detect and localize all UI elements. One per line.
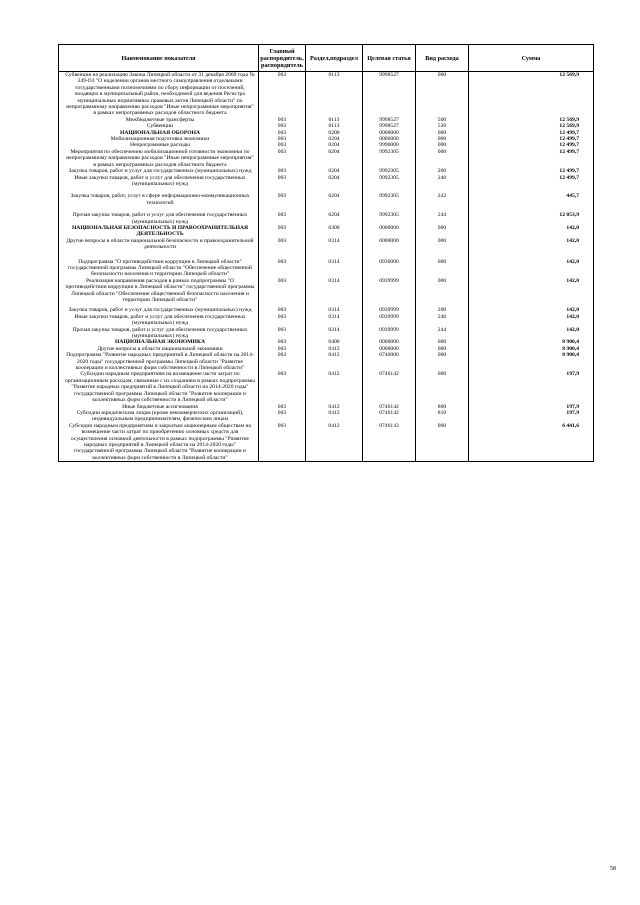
row-admin: 003 (259, 130, 306, 136)
row-target: 9990000 (363, 142, 416, 148)
row-sum: 12 569,9 (469, 72, 594, 117)
row-expense: 000 (416, 142, 469, 148)
table-row (59, 371, 594, 403)
row-expense: 000 (416, 251, 469, 278)
row-sum: 12 053,9 (469, 206, 594, 225)
row-sum: 142,0 (469, 303, 594, 313)
row-name: Реализация направления расходов в рамках подпрограммы "О противодействии коррупции в Липецкой области" государственной программы Липецкой области "Обеспечение общественной безопасности населения и территории Липецкой области" (59, 278, 259, 304)
row-admin: 003 (259, 352, 306, 371)
row-name: Субсидии народным предприятиям на возмещение части затрат по организационным расходам, связанные с их созданием в рамках подпрограммы "Развитие народных предприятий в Липецкой области на 2014-2020 годы" государственной программы Липецкой области "Развитие кооперации и коллективных форм собственности в Липецкой области" (59, 371, 259, 403)
row-admin: 003 (259, 404, 306, 410)
row-name: Прочая закупка товаров, работ и услуг для обеспечения государственных (муниципальных) нужд (59, 206, 259, 225)
row-expense: 000 (416, 346, 469, 352)
table-row (59, 251, 594, 278)
table-body (59, 72, 594, 462)
row-section: 0412 (306, 371, 363, 403)
header-target: Целевая статья (363, 45, 416, 72)
row-section: 0113 (306, 72, 363, 117)
row-section: 0113 (306, 117, 363, 123)
row-section: 0412 (306, 352, 363, 371)
row-target: 0746142 (363, 404, 416, 410)
row-sum: 12 499,7 (469, 175, 594, 188)
table-row (59, 187, 594, 206)
header-expense: Вид расхода (416, 45, 469, 72)
row-target: 0000000 (363, 238, 416, 251)
row-target: 0746142 (363, 371, 416, 403)
row-section: 0204 (306, 175, 363, 188)
row-sum: 197,9 (469, 404, 594, 410)
page-number: 58 (610, 866, 616, 872)
row-admin: 003 (259, 303, 306, 313)
table-header-row (59, 45, 594, 72)
row-admin: 003 (259, 278, 306, 304)
row-section: 0314 (306, 251, 363, 278)
table-row (59, 303, 594, 313)
row-target: 9998527 (363, 117, 416, 123)
row-admin: 003 (259, 136, 306, 142)
row-name: Подпрограмма "Развитие народных предприятий в Липецкой области на 2014-2020 годы" государственной программы Липецкой области "Развитие кооперации и коллективных форм собственности в Липецкой области" (59, 352, 259, 371)
row-admin: 003 (259, 238, 306, 251)
row-name: Межбюджетные трансферты (59, 117, 259, 123)
row-sum: 8 900,4 (469, 339, 594, 345)
row-sum: 142,0 (469, 225, 594, 238)
row-admin: 003 (259, 72, 306, 117)
row-expense: 000 (416, 136, 469, 142)
row-target: 0000000 (363, 130, 416, 136)
row-sum: 8 900,4 (469, 346, 594, 352)
header-section: Раздел,подраздел (306, 45, 363, 72)
row-target: 9992305 (363, 206, 416, 225)
row-sum: 6 441,6 (469, 423, 594, 462)
row-expense: 000 (416, 423, 469, 462)
row-name: Прочая закупка товаров, работ и услуг для обеспечения государственных (муниципальных) нужд (59, 327, 259, 340)
budget-table (58, 44, 594, 462)
row-name: Иные закупки товаров, работ и услуг для обеспечения государственных (муниципальных) нужд (59, 175, 259, 188)
row-admin: 003 (259, 410, 306, 423)
row-expense: 200 (416, 303, 469, 313)
row-expense: 000 (416, 225, 469, 238)
row-section: 0300 (306, 225, 363, 238)
row-name: Непрограммные расходы (59, 142, 259, 148)
row-section: 0412 (306, 423, 363, 462)
row-name: Субвенции (59, 123, 259, 129)
table-row (59, 225, 594, 238)
row-section: 0204 (306, 168, 363, 174)
row-sum: 142,0 (469, 251, 594, 278)
row-target: 9992305 (363, 168, 416, 174)
row-admin: 003 (259, 206, 306, 225)
row-target: 0740000 (363, 352, 416, 371)
row-admin: 003 (259, 314, 306, 327)
row-sum: 142,0 (469, 327, 594, 340)
row-sum: 142,0 (469, 278, 594, 304)
row-name: Другие вопросы в области национальной экономики (59, 346, 259, 352)
row-name: Субсидии юридическим лицам (кроме некоммерческих организаций), индивидуальным предпринимателям, физическим лицам (59, 410, 259, 423)
row-expense: 000 (416, 149, 469, 168)
row-admin: 003 (259, 225, 306, 238)
row-section: 0113 (306, 123, 363, 129)
row-admin: 003 (259, 187, 306, 206)
row-name: Закупка товаров, работ, услуг в сфере информационно-коммуникационных технологий (59, 187, 259, 206)
budget-table-sheet (58, 44, 593, 462)
row-expense: 000 (416, 130, 469, 136)
row-admin: 003 (259, 327, 306, 340)
row-target: 0746142 (363, 410, 416, 423)
row-target: 0939999 (363, 327, 416, 340)
row-sum: 142,0 (469, 238, 594, 251)
row-target: 9992305 (363, 149, 416, 168)
row-target: 0000000 (363, 136, 416, 142)
table-row (59, 352, 594, 371)
row-target: 0000000 (363, 346, 416, 352)
row-sum: 197,9 (469, 371, 594, 403)
row-sum: 12 499,7 (469, 149, 594, 168)
row-admin: 003 (259, 339, 306, 345)
table-row (59, 175, 594, 188)
row-expense: 500 (416, 117, 469, 123)
row-admin: 003 (259, 175, 306, 188)
header-sum: Сумма (469, 45, 594, 72)
row-sum: 197,9 (469, 410, 594, 423)
row-expense: 242 (416, 187, 469, 206)
table-row (59, 206, 594, 225)
row-section: 0204 (306, 187, 363, 206)
row-sum: 12 499,7 (469, 130, 594, 136)
row-name: Другие вопросы в области национальной безопасности и правоохранительной деятельности (59, 238, 259, 251)
row-name: Иные бюджетные ассигнования (59, 404, 259, 410)
row-section: 0204 (306, 149, 363, 168)
row-admin: 003 (259, 371, 306, 403)
row-name: НАЦИОНАЛЬНАЯ БЕЗОПАСНОСТЬ И ПРАВООХРАНИТЕЛЬНАЯ ДЕЯТЕЛЬНОСТЬ (59, 225, 259, 238)
row-target: 9998527 (363, 123, 416, 129)
row-admin: 003 (259, 117, 306, 123)
header-name: Наименование показателя (59, 45, 259, 72)
row-expense: 200 (416, 168, 469, 174)
row-target: 0930000 (363, 251, 416, 278)
row-target: 0939999 (363, 314, 416, 327)
row-name: Субсидии народным предприятиям и закрытым акционерным обществам на возмещение части затрат по приобретению основных средств для осуществления основной деятельности в рамках подпрограммы "Развитие народных предприятий в Липецкой области на 2014-2020 годы" государственной программы Липецкой области "Развитие кооперации и коллективных форм собственности в Липецкой области" (59, 423, 259, 462)
row-expense: 244 (416, 206, 469, 225)
row-section: 0314 (306, 327, 363, 340)
row-section: 0400 (306, 339, 363, 345)
row-name: Субвенция на реализацию Закона Липецкой области от 31 декабря 2009 года № 349-ОЗ "О наделении органов местного самоуправления отдельными государственными полномочиями по сбору информации от поселений, входящих в муниципальный район, необходимой для ведения Регистра муниципальных нормативных правовых актов Липецкой области" по непрограммному направлению расходов "Иные непрограммные мероприятия" в рамках непрограммных расходов областного бюджета (59, 72, 259, 117)
row-name: Иные закупки товаров, работ и услуг для обеспечения государственных (муниципальных) нужд (59, 314, 259, 327)
row-section: 0204 (306, 142, 363, 148)
row-admin: 003 (259, 142, 306, 148)
table-row (59, 149, 594, 168)
row-section: 0314 (306, 278, 363, 304)
table-row (59, 314, 594, 327)
row-sum: 142,0 (469, 314, 594, 327)
row-expense: 530 (416, 123, 469, 129)
row-section: 0204 (306, 206, 363, 225)
row-name: Мероприятия по обеспечению мобилизационной готовности экономики по непрограммному направлению расходов "Иные непрограммные мероприятия" в рамках непрограммных расходов областного бюджета (59, 149, 259, 168)
row-name: НАЦИОНАЛЬНАЯ ОБОРОНА (59, 130, 259, 136)
row-section: 0412 (306, 404, 363, 410)
row-expense: 000 (416, 352, 469, 371)
row-sum: 12 499,7 (469, 168, 594, 174)
row-name: Закупка товаров, работ и услуг для государственных (муниципальных) нужд (59, 303, 259, 313)
row-expense: 000 (416, 238, 469, 251)
table-row (59, 423, 594, 462)
row-target: 9992305 (363, 175, 416, 188)
row-sum: 12 499,7 (469, 136, 594, 142)
row-admin: 003 (259, 123, 306, 129)
row-sum: 12 569,9 (469, 123, 594, 129)
row-sum: 445,7 (469, 187, 594, 206)
row-section: 0412 (306, 346, 363, 352)
row-name: Закупка товаров, работ и услуг для государственных (муниципальных) нужд (59, 168, 259, 174)
row-sum: 12 569,9 (469, 117, 594, 123)
row-section: 0412 (306, 410, 363, 423)
table-row (59, 238, 594, 251)
row-section: 0314 (306, 314, 363, 327)
row-sum: 12 499,7 (469, 142, 594, 148)
row-target: 0000000 (363, 339, 416, 345)
row-section: 0204 (306, 136, 363, 142)
table-row (59, 410, 594, 423)
row-admin: 003 (259, 423, 306, 462)
row-expense: 810 (416, 410, 469, 423)
row-target: 9992305 (363, 187, 416, 206)
row-expense: 244 (416, 327, 469, 340)
table-row (59, 72, 594, 117)
row-section: 0200 (306, 130, 363, 136)
row-expense: 240 (416, 314, 469, 327)
row-admin: 003 (259, 346, 306, 352)
table-row (59, 327, 594, 340)
row-expense: 000 (416, 371, 469, 403)
table-row (59, 278, 594, 304)
row-admin: 003 (259, 251, 306, 278)
row-target: 9998527 (363, 72, 416, 117)
row-admin: 003 (259, 168, 306, 174)
row-expense: 800 (416, 404, 469, 410)
row-expense: 240 (416, 175, 469, 188)
row-expense: 000 (416, 278, 469, 304)
row-admin: 003 (259, 149, 306, 168)
row-expense: 000 (416, 72, 469, 117)
row-name: Мобилизационная подготовка экономики (59, 136, 259, 142)
row-target: 0939999 (363, 278, 416, 304)
row-name: Подпрограмма "О противодействии коррупции в Липецкой области" государственной программы Липецкой области "Обеспечение общественной безопасности населения и территории Липецкой области" (59, 251, 259, 278)
row-section: 0314 (306, 238, 363, 251)
row-expense: 000 (416, 339, 469, 345)
header-admin: Главный распорядитель, распорядитель (259, 45, 306, 72)
row-section: 0314 (306, 303, 363, 313)
row-target: 0746143 (363, 423, 416, 462)
row-sum: 8 900,4 (469, 352, 594, 371)
row-target: 0939999 (363, 303, 416, 313)
row-name: НАЦИОНАЛЬНАЯ ЭКОНОМИКА (59, 339, 259, 345)
row-target: 0000000 (363, 225, 416, 238)
